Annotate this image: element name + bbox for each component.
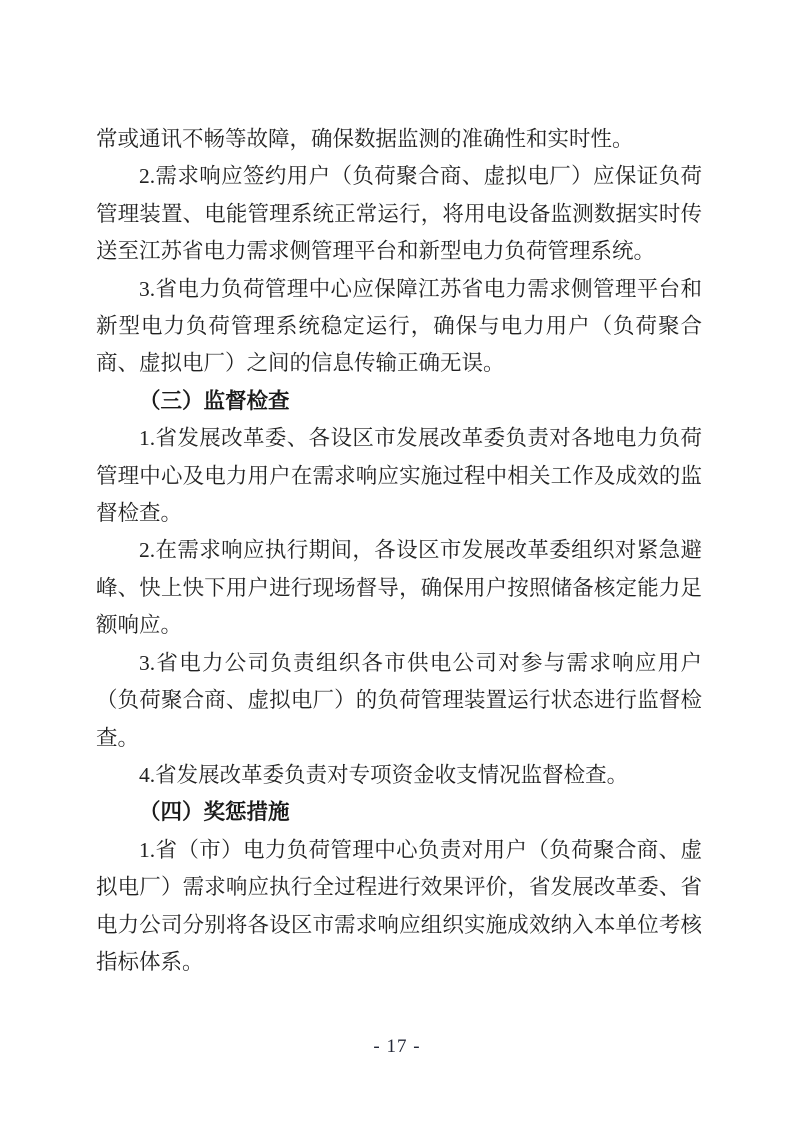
paragraph: 1.省发展改革委、各设区市发展改革委负责对各地电力负荷管理中心及电力用户在需求响应实施过程中相关工作及成效的监督检查。 (96, 426, 702, 526)
paragraph: 3.省电力公司负责组织各市供电公司对参与需求响应用户（负荷聚合商、虚拟电厂）的负荷管理装置运行状态进行监督检查。 (96, 650, 702, 750)
document-body (96, 121, 702, 981)
paragraph: 3.省电力负荷管理中心应保障江苏省电力需求侧管理平台和新型电力负荷管理系统稳定运行，确保与电力用户（负荷聚合商、虚拟电厂）之间的信息传输正确无误。 (96, 276, 702, 376)
paragraph: 常或通讯不畅等故障，确保数据监测的准确性和实时性。 (96, 127, 634, 151)
paragraph: 1.省（市）电力负荷管理中心负责对用户（负荷聚合商、虚拟电厂）需求响应执行全过程进行效果评价，省发展改革委、省电力公司分别将各设区市需求响应组织实施成效纳入本单位考核指标体系。 (96, 837, 702, 974)
section-heading: （四）奖惩措施 (139, 800, 290, 825)
page-number: - 17 - (373, 1036, 421, 1057)
paragraph: 2.在需求响应执行期间，各设区市发展改革委组织对紧急避峰、快上快下用户进行现场督导，确保用户按照储备核定能力足额响应。 (96, 538, 702, 638)
paragraph: 4.省发展改革委负责对专项资金收支情况监督检查。 (139, 762, 629, 787)
paragraph: 2.需求响应签约用户（负荷聚合商、虚拟电厂）应保证负荷管理装置、电能管理系统正常运行，将用电设备监测数据实时传送至江苏省电力需求侧管理平台和新型电力负荷管理系统。 (96, 164, 702, 264)
section-heading: （三）监督检查 (139, 388, 290, 413)
